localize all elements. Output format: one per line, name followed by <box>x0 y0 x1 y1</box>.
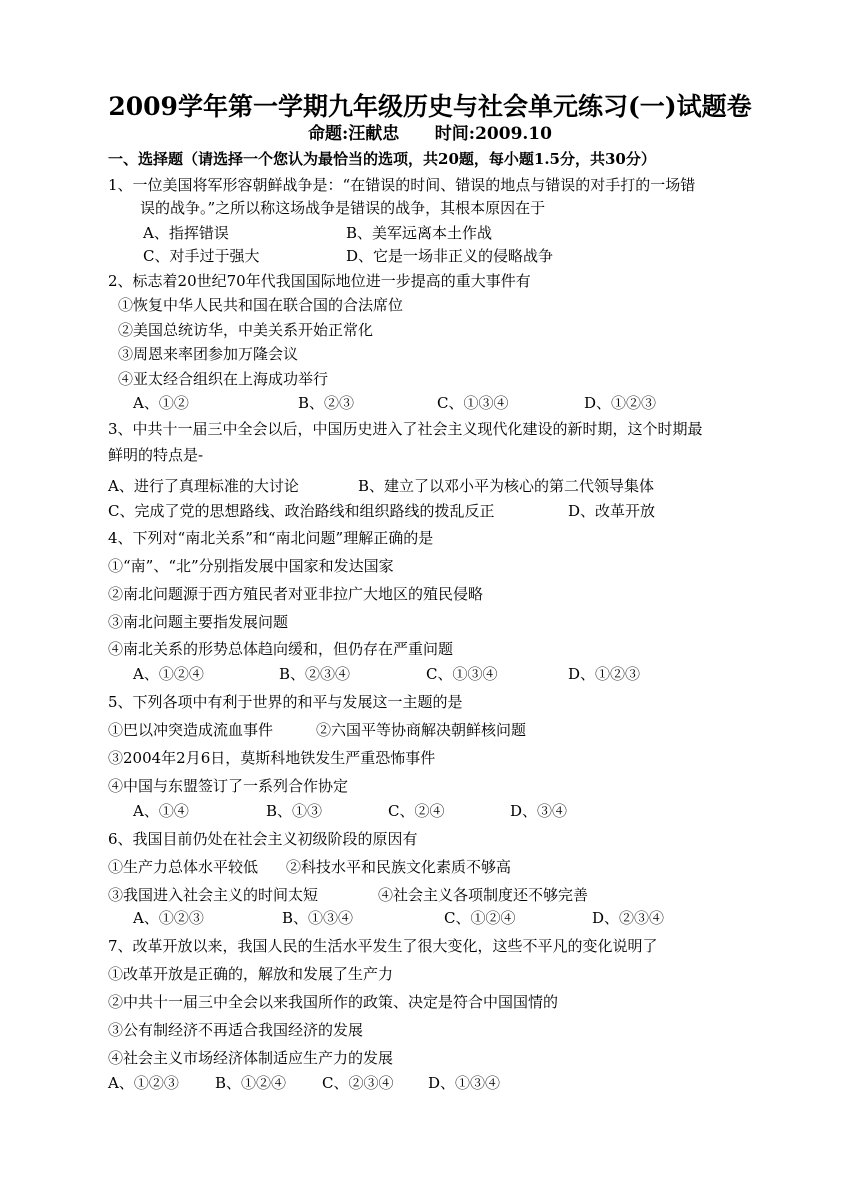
q4-option-a: A、①②④ <box>133 665 204 683</box>
q7-option-d: D、①③④ <box>428 1074 501 1092</box>
page-title: 2009学年第一学期九年级历史与社会单元练习(一)试题卷 <box>108 92 752 121</box>
q3-stem-line-1: 3、中共十一届三中全会以后，中国历史进入了社会主义现代化建设的新时期，这个时期最 <box>108 420 703 438</box>
q3-stem-line-2: 鲜明的特点是- <box>108 446 204 464</box>
q7-item-2: ②中共十一届三中全会以来我国所作的政策、决定是符合中国国情的 <box>108 993 559 1011</box>
q4-item-1: ①“南”、“北”分别指发展中国家和发达国家 <box>108 557 394 575</box>
q4-option-d: D、①②③ <box>568 665 641 683</box>
q5-option-d: D、③④ <box>510 802 568 820</box>
q5-item-2: ②六国平等协商解决朝鲜核问题 <box>316 721 527 739</box>
q2-item-3: ③周恩来率团参加万隆会议 <box>118 345 299 363</box>
q6-option-d: D、②③④ <box>592 909 665 927</box>
q5-item-3: ③2004年2月6日，莫斯科地铁发生严重恐怖事件 <box>108 749 436 767</box>
q2-option-b: B、②③ <box>298 394 355 412</box>
q4-item-3: ③南北问题主要指发展问题 <box>108 613 289 631</box>
q5-option-c: C、②④ <box>388 802 445 820</box>
q7-item-1: ①改革开放是正确的，解放和发展了生产力 <box>108 965 394 983</box>
q2-option-d: D、①②③ <box>584 394 657 412</box>
q2-item-2: ②美国总统访华，中美关系开始正常化 <box>118 321 374 339</box>
q2-item-4: ④亚太经合组织在上海成功举行 <box>118 370 329 388</box>
q4-option-c: C、①③④ <box>426 665 498 683</box>
q6-option-c: C、①②④ <box>444 909 516 927</box>
q2-stem: 2、标志着20世纪70年代我国国际地位进一步提高的重大事件有 <box>108 272 531 290</box>
q7-item-4: ④社会主义市场经济体制适应生产力的发展 <box>108 1049 394 1067</box>
q5-item-4: ④中国与东盟签订了一系列合作协定 <box>108 777 349 795</box>
q2-option-a: A、①② <box>133 394 189 412</box>
q6-item-1: ①生产力总体水平较低 <box>108 858 259 876</box>
q1-option-b: B、美军远离本土作战 <box>346 224 493 242</box>
q5-option-b: B、①③ <box>266 802 323 820</box>
q6-option-b: B、①③④ <box>282 909 354 927</box>
q1-stem-line-1: 1、一位美国将军形容朝鲜战争是：“在错误的时间、错误的地点与错误的对手打的一场错 <box>108 176 696 194</box>
q7-stem: 7、改革开放以来，我国人民的生活水平发生了很大变化，这些不平凡的变化说明了 <box>108 937 658 955</box>
q5-option-a: A、①④ <box>133 802 189 820</box>
q1-stem-line-2: 误的战争。”之所以称这场战争是错误的战争，其根本原因在于 <box>140 199 546 217</box>
q3-option-d: D、改革开放 <box>568 502 656 520</box>
q4-option-b: B、②③④ <box>279 665 351 683</box>
q6-stem: 6、我国目前仍处在社会主义初级阶段的原因有 <box>108 830 418 848</box>
q2-option-c: C、①③④ <box>437 394 509 412</box>
q1-option-c: C、对手过于强大 <box>143 247 260 265</box>
q3-option-c: C、完成了党的思想路线、政治路线和组织路线的拨乱反正 <box>108 502 495 520</box>
q7-option-a: A、①②③ <box>108 1074 179 1092</box>
q3-option-b: B、建立了以邓小平为核心的第二代领导集体 <box>358 477 655 495</box>
page-subtitle: 命题:汪献忠 时间:2009.10 <box>308 124 552 144</box>
q2-item-1: ①恢复中华人民共和国在联合国的合法席位 <box>118 296 404 314</box>
q1-option-d: D、它是一场非正义的侵略战争 <box>346 247 554 265</box>
q4-stem: 4、下列对“南北关系”和“南北问题”理解正确的是 <box>108 529 434 547</box>
q4-item-2: ②南北问题源于西方殖民者对亚非拉广大地区的殖民侵略 <box>108 585 484 603</box>
q6-item-2: ②科技水平和民族文化素质不够高 <box>286 858 512 876</box>
q3-option-a: A、进行了真理标准的大讨论 <box>108 477 299 495</box>
q5-item-1: ①巴以冲突造成流血事件 <box>108 721 274 739</box>
q7-option-c: C、②③④ <box>322 1074 394 1092</box>
q6-option-a: A、①②③ <box>133 909 204 927</box>
q5-stem: 5、下列各项中有利于世界的和平与发展这一主题的是 <box>108 693 463 711</box>
q6-item-3: ③我国进入社会主义的时间太短 <box>108 886 319 904</box>
q7-item-3: ③公有制经济不再适合我国经济的发展 <box>108 1021 364 1039</box>
q7-option-b: B、①②④ <box>215 1074 287 1092</box>
q1-option-a: A、指挥错误 <box>143 224 229 242</box>
q4-item-4: ④南北关系的形势总体趋向缓和，但仍存在严重问题 <box>108 640 454 658</box>
section-heading: 一、选择题（请选择一个您认为最恰当的选项，共20题，每小题1.5分，共30分） <box>108 150 656 168</box>
q6-item-4: ④社会主义各项制度还不够完善 <box>378 886 589 904</box>
